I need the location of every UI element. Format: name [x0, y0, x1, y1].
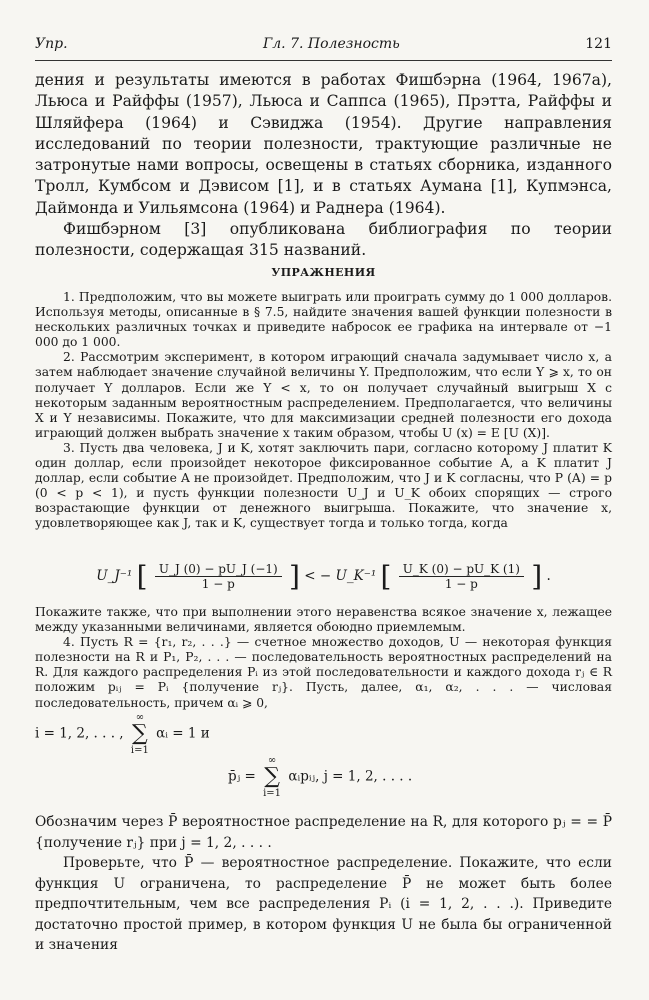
exercise-1: 1. Предположим, что вы можете выиграть или проиграть сумму до 1 000 долларов. Используя методы, описанные в § 7.5, найдите значения вашей функции полезности в нескольких различных точках и приведите набросок ее графика на интервале от −1 000 до 1 000. — [35, 290, 612, 350]
inverse-utility-k: U_K⁻¹ — [335, 568, 377, 584]
bracket-open: [ — [136, 560, 148, 593]
mixture-rhs: αᵢpᵢⱼ, j = 1, 2, . . . . — [288, 768, 413, 785]
intro-paragraph-1: дения и результаты имеются в работах Фишбэрна (1964, 1967а), Льюса и Райффы (1957), Льюса и Саппса (1965), Прэтта, Райффы и Шляйфера (1964) и Сэвиджа (1954). Другие направления исследований по теории полезности, трактующие различные не затронутые нами вопросы, освещены в статьях сборника, изданного Тролл, Кумбсом и Дэвисом [1], и в статьях Аумана [1], Купмэнса, Даймонда и Уильямсона (1964) и Раднера (1964). — [35, 71, 612, 217]
exercises-part-1 — [35, 290, 612, 532]
bracket-close-2: ] — [531, 560, 543, 593]
sigma-symbol: ∑ — [132, 721, 148, 746]
inequality-sign: < − — [304, 568, 332, 584]
index-range: i = 1, 2, . . . , — [35, 725, 124, 742]
page-number: 121 — [585, 36, 612, 52]
exercise-4-definition: Обозначим через P̄ вероятностное распределение на R, для которого pⱼ = = P̄ {получение rⱼ} при j = 1, 2, . . . . — [35, 814, 612, 851]
inequality-formula — [35, 560, 612, 593]
sum-lower-limit: i=1 — [130, 745, 149, 756]
fraction-k-numerator: U_K (0) − pU_K (1) — [399, 562, 524, 577]
intro-text — [35, 70, 612, 262]
intro-paragraph-2: Фишбэрном [3] опубликована библиография по теории полезности, содержащая 315 названий. — [35, 220, 612, 260]
exercise-4-task: Проверьте, что P̄ — вероятностное распределение. Покажите, что если функция U ограничена, то распределение P̄ не может быть более предпочтительным, чем все распределения Pᵢ (i = 1, 2, . . .). Приведите достаточно простой пример, в котором функция U не была бы ограниченной и значения — [35, 855, 612, 953]
section-title: УПРАЖНЕНИЯ — [271, 266, 376, 279]
bracket-close: ] — [289, 560, 300, 593]
fraction-j — [155, 562, 282, 591]
mixture-formula — [228, 755, 412, 799]
fraction-j-denominator: 1 − p — [201, 577, 235, 591]
exercise-4: 4. Пусть R = {r₁, r₂, . . .} — счетное множество доходов, U — некоторая функция полезности на R и P₁, P₂, . . . — последовательность вероятностных распределений на R. Для каждого распределения Pᵢ из этой последовательности и каждого дохода rⱼ ∈ R положим pᵢⱼ = Pᵢ {получение rⱼ}. Пусть, далее, α₁, α₂, . . . — числовая последовательность, причем αᵢ ⩾ 0, — [35, 635, 612, 710]
sigma-symbol-2: ∑ — [264, 764, 280, 789]
exercises-part-3 — [35, 812, 612, 956]
sum-2-lower-limit: i=1 — [263, 788, 282, 799]
exercise-3: 3. Пусть два человека, J и K, хотят заключить пари, согласно которому J платит K один доллар, если произойдет некоторое фиксированное событие A, а K платит J доллар, если событие A не произойдет. Предположим, что J и K согласны, что P (A) = p (0 < p < 1), и пусть функции полезности U_J и U_K обоих спорящих — строго возрастающие функции от денежного выигрыша. Покажите, что значение x, удовлетворяющее как J, так и K, существует тогда и только тогда, когда — [35, 440, 612, 531]
inverse-utility-j: U_J⁻¹ — [96, 568, 133, 584]
fraction-j-numerator: U_J (0) − pU_J (−1) — [155, 562, 282, 577]
header-left: Упр. — [35, 36, 68, 52]
sum-sign-2 — [263, 755, 281, 799]
fraction-k — [399, 562, 524, 591]
sum-sign — [131, 712, 149, 756]
header-rule — [35, 60, 612, 61]
header-chapter: Гл. 7. Полезность — [263, 36, 400, 52]
sum-condition-rhs: αᵢ = 1 и — [156, 725, 210, 742]
mixture-lhs: p̄ⱼ = — [228, 768, 256, 785]
exercises-part-2 — [35, 605, 612, 711]
exercise-3-conclusion: Покажите также, что при выполнении этого неравенства всякое значение x, лежащее между указанными величинами, является обоюдно приемлемым. — [35, 605, 612, 635]
fraction-k-denominator: 1 − p — [444, 577, 478, 591]
sum-2-upper-limit: ∞ — [267, 755, 277, 766]
exercise-2: 2. Рассмотрим эксперимент, в котором играющий сначала задумывает число x, а затем наблюдает значение случайной величины Y. Предположим, что если Y ⩾ x, то он получает Y долларов. Если же Y < x, то он получает случайный выигрыш X с некоторым заданным вероятностным распределением. Предполагается, что величины X и Y независимы. Покажите, что для максимизации средней полезности его дохода играющий должен выбрать значение x таким образом, чтобы U (x) = E [U (X)]. — [35, 350, 612, 440]
formula-period: . — [546, 568, 551, 584]
sum-upper-limit: ∞ — [135, 712, 145, 723]
sum-condition — [35, 712, 210, 756]
running-header — [35, 36, 612, 56]
bracket-open-2: [ — [380, 560, 392, 593]
